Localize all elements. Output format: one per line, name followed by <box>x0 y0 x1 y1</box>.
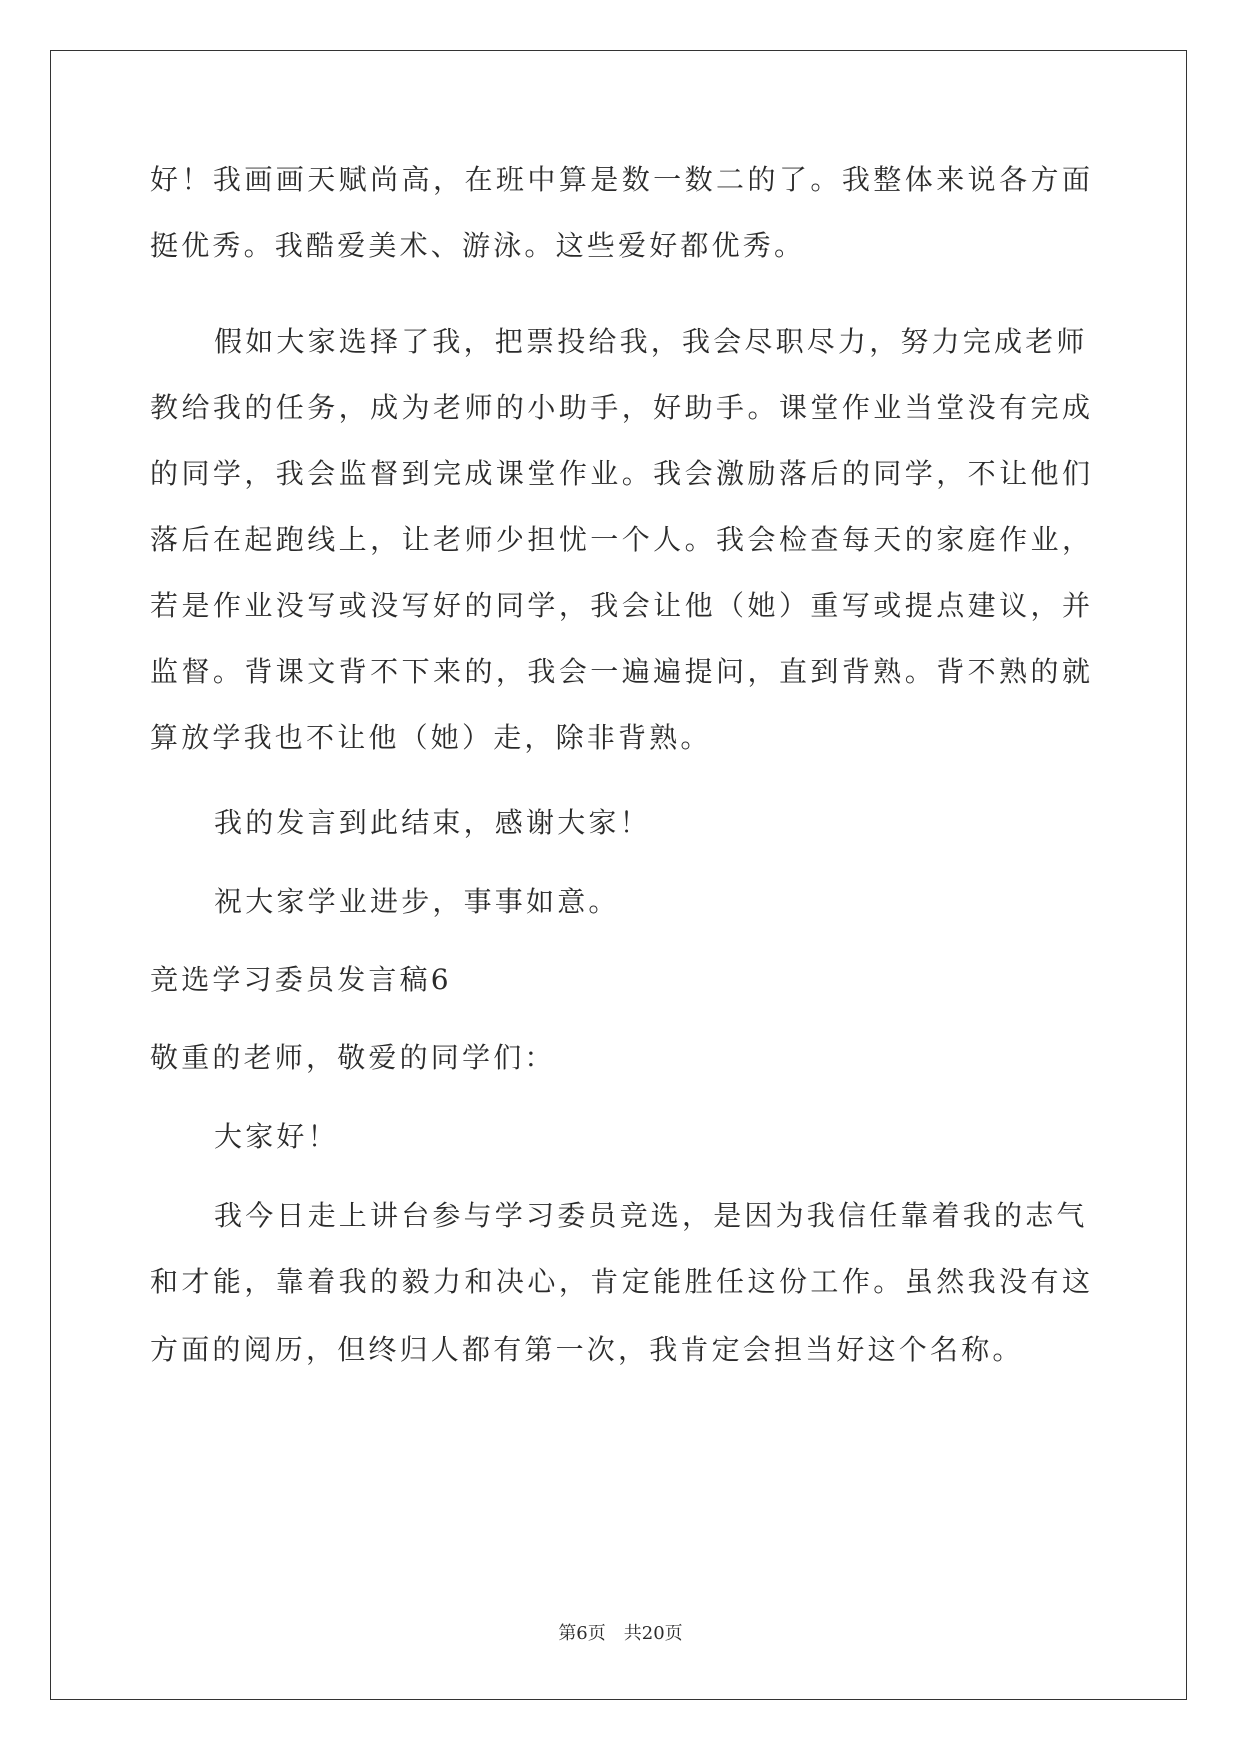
text-line: 落后在起跑线上，让老师少担忧一个人。我会检查每天的家庭作业， <box>150 523 1090 556</box>
closing-line: 我的发言到此结束，感谢大家！ <box>214 806 651 839</box>
text-line: 和才能，靠着我的毅力和决心，肯定能胜任这份工作。虽然我没有这 <box>150 1265 1090 1298</box>
paragraph-start: 我今日走上讲台参与学习委员竞选，是因为我信任靠着我的志气 <box>214 1199 1088 1232</box>
section-title: 竞选学习委员发言稿6 <box>150 963 452 996</box>
page-number: 第6页 <box>558 1623 606 1644</box>
text-line: 挺优秀。我酷爱美术、游泳。这些爱好都优秀。 <box>150 229 806 262</box>
salutation: 敬重的老师，敬爱的同学们： <box>150 1041 556 1074</box>
wish-line: 祝大家学业进步，事事如意。 <box>214 885 620 918</box>
page-border <box>50 50 1187 1700</box>
page-footer <box>0 1622 1241 1646</box>
page-total: 共20页 <box>623 1623 683 1644</box>
text-line: 的同学，我会监督到完成课堂作业。我会激励落后的同学，不让他们 <box>150 457 1090 490</box>
text-line: 监督。背课文背不下来的，我会一遍遍提问，直到背熟。背不熟的就 <box>150 655 1090 688</box>
text-line: 好！我画画天赋尚高，在班中算是数一数二的了。我整体来说各方面 <box>150 163 1090 196</box>
greeting: 大家好！ <box>214 1120 339 1153</box>
text-line: 教给我的任务，成为老师的小助手，好助手。课堂作业当堂没有完成 <box>150 391 1090 424</box>
paragraph-start: 假如大家选择了我，把票投给我，我会尽职尽力，努力完成老师 <box>214 325 1088 358</box>
text-line: 算放学我也不让他（她）走，除非背熟。 <box>150 721 712 754</box>
text-line: 方面的阅历，但终归人都有第一次，我肯定会担当好这个名称。 <box>150 1333 1024 1366</box>
text-line: 若是作业没写或没写好的同学，我会让他（她）重写或提点建议，并 <box>150 589 1090 622</box>
